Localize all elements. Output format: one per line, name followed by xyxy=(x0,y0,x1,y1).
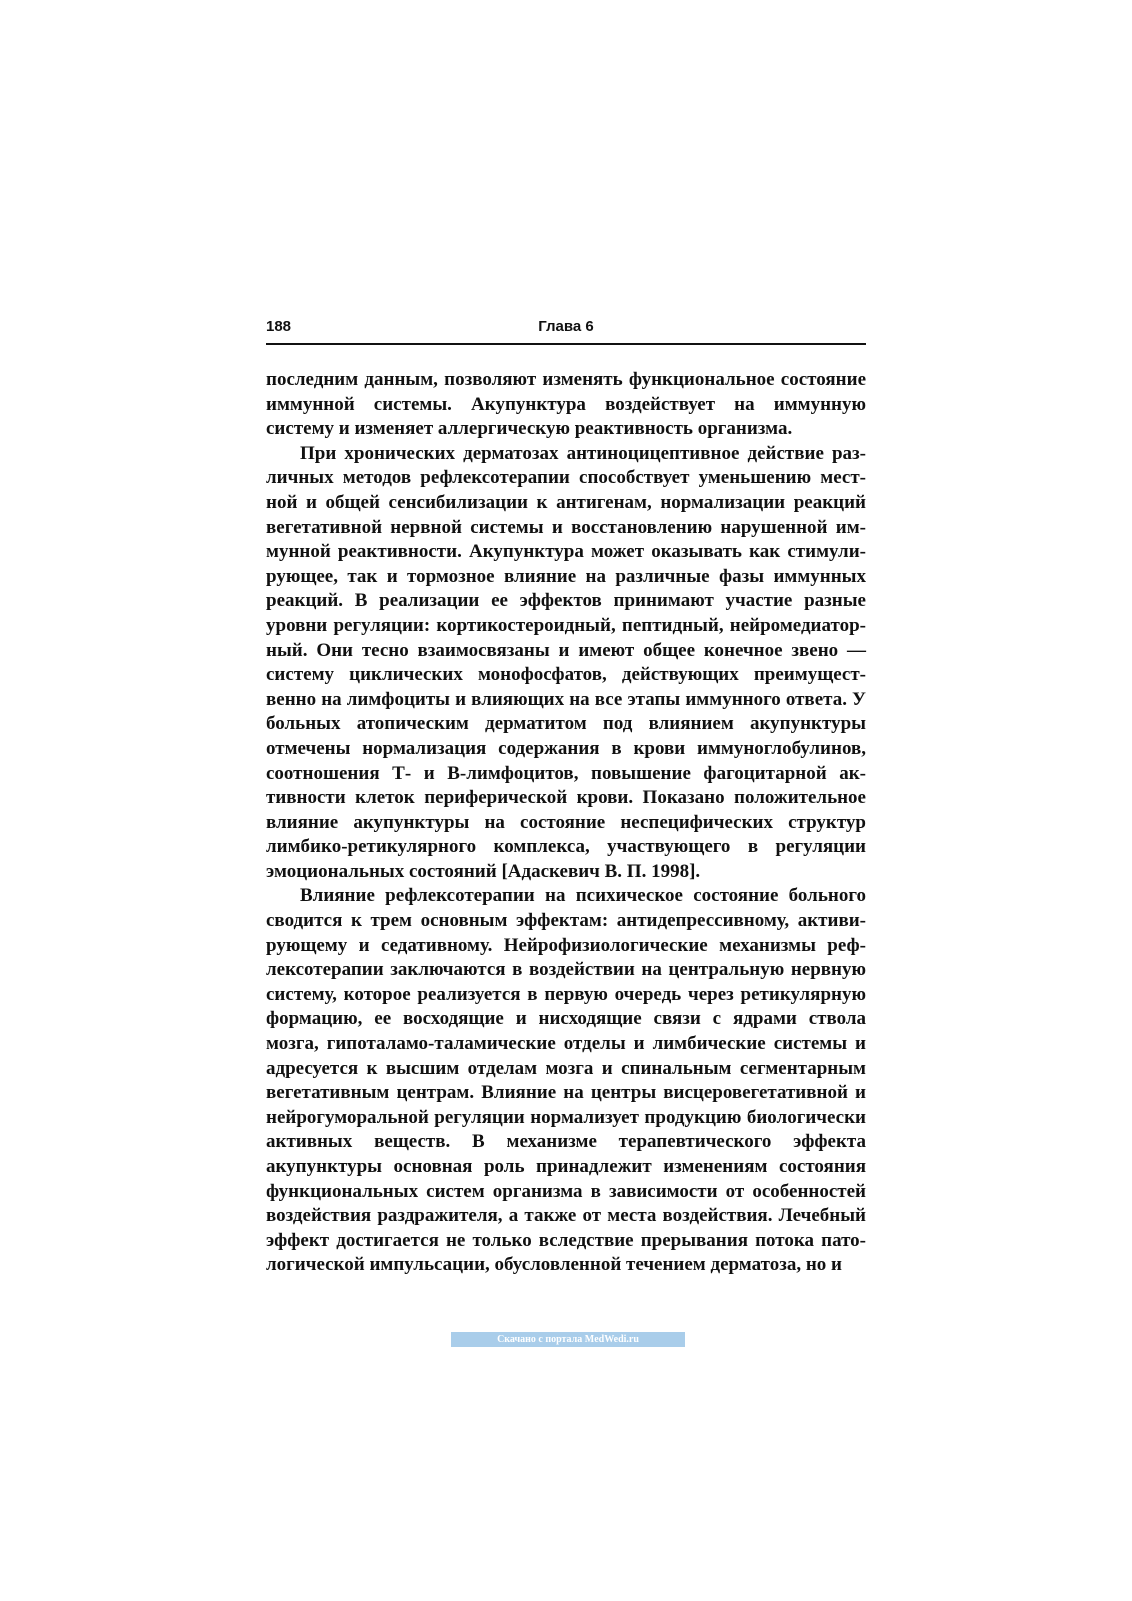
paragraph-3: Влияние рефлексотерапии на психическое состояние больного сводится к трем основным эффектам: антидепрессивному, активирующему и седативному. Нейрофизиологические механизмы рефлексотерапии заключаются в воздействии на центральную нервную систему, которое реализуется в первую очередь через ретикулярную формацию, ее восходящие и нисходящие связи с ядрами ствола мозга, гипоталамо-таламические отделы и лимбические системы и адресуется к высшим отделам мозга и спинальным сегментарным вегетативным центрам. Влияние на центры висцеровегетативной и нейрогуморальной регуляции нормализует продукцию биологически активных веществ. В механизме терапевтического эффекта акупунктуры основная роль принадлежит изменениям состояния функциональных систем организма в зависимости от особенностей воздействия раздражителя, а также от места воздействия. Лечебный эффект достигается не только вследствие прерывания потока патологической импульсации, обусловленной течением дерматоза, но и xyxy=(266,885,866,1276)
paragraph-2: При хронических дерматозах антиноцицептивное действие различных методов рефлексотерапии способствует уменьшению местной и общей сенсибилизации к антигенам, нормализации реакций вегетативной нервной системы и восстановлению нарушенной иммунной реактивности. Акупунктура может оказывать как стимулирующее, так и тормозное влияние на различные фазы иммунных реакций. В реализации ее эффектов принимают участие разные уровни регуляции: кортикостероидный, пептидный, нейромедиаторный. Они тесно взаимосвязаны и имеют общее конечное звено — систему циклических монофосфатов, действующих преимущественно на лимфоциты и влияющих на все этапы иммунного ответа. У больных атопическим дерматитом под влиянием акупунктуры отмечены нормализация содержания в крови иммуноглобулинов, соотношения Т- и В-лимфоцитов, повышение фагоцитарной активности клеток периферической крови. Показано положительное влияние акупунктуры на состояние неспецифических структур лимбико-ретикулярного комплекса, участвующего в регуляции эмоциональных состояний [Адаскевич В. П. 1998]. xyxy=(266,442,866,882)
chapter-title: Глава 6 xyxy=(538,318,594,335)
page-header xyxy=(266,317,866,345)
watermark-banner: Скачано с портала MedWedi.ru xyxy=(451,1332,685,1347)
paragraph-1: последним данным, позволяют изменять функциональное состояние иммунной системы. Акупунктура воздействует на иммунную систему и изменяет аллергическую реактивность организма. xyxy=(266,369,866,440)
body-text xyxy=(266,368,866,1278)
page-number: 188 xyxy=(266,318,292,335)
